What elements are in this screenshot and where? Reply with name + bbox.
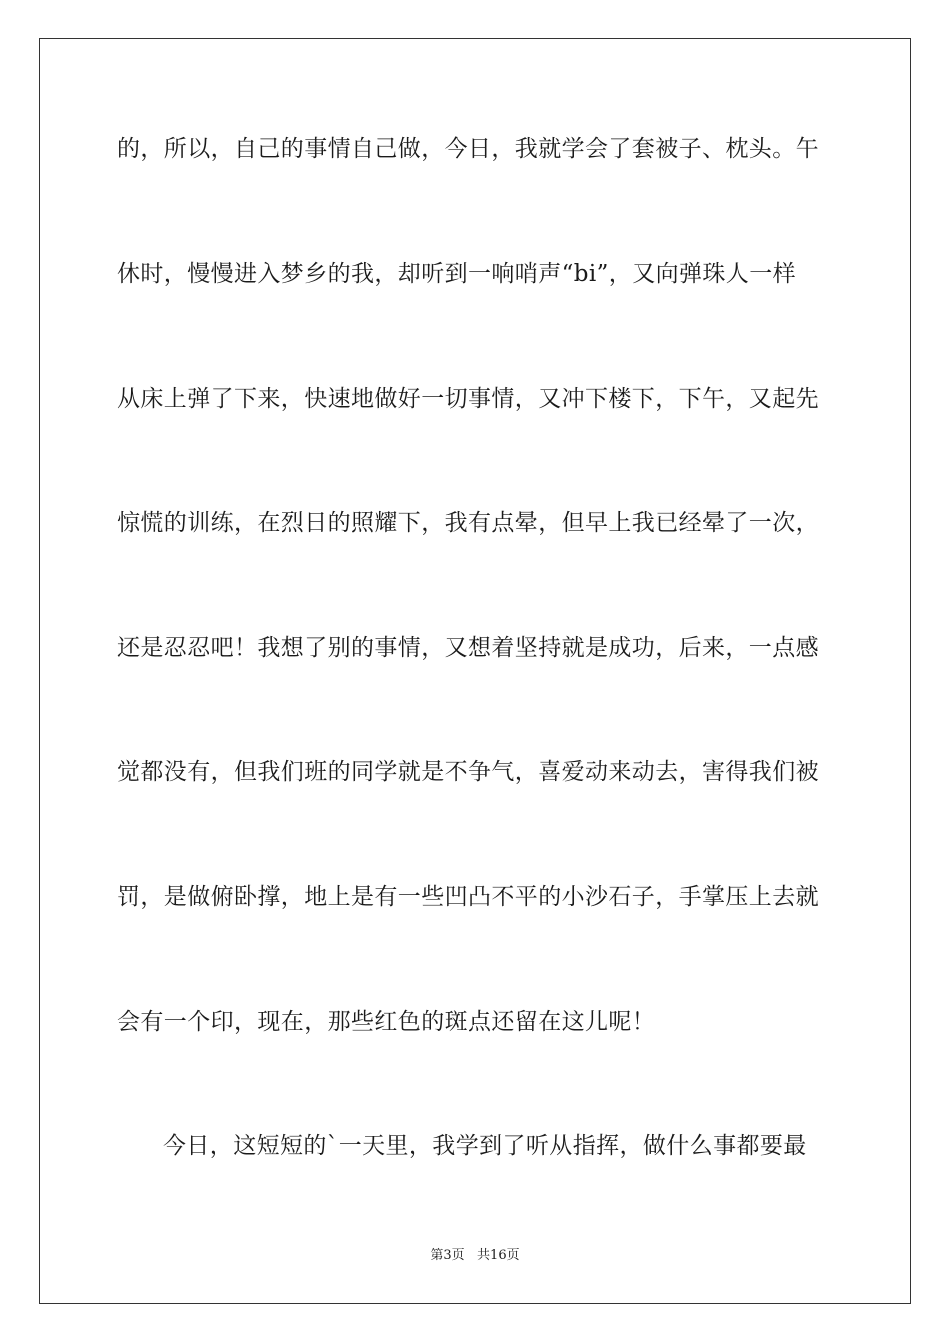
body-text-line: 会有一个印，现在，那些红色的斑点还留在这儿呢！	[117, 1009, 656, 1035]
page-border	[39, 38, 911, 1304]
body-text-line: 的，所以，自己的事情自己做，今日，我就学会了套被子、枕头。午	[117, 136, 819, 162]
body-text-line: 罚，是做俯卧撑，地上是有一些凹凸不平的小沙石子，手掌压上去就	[117, 884, 819, 910]
body-text-line: 还是忍忍吧！我想了别的事情，又想着坚持就是成功，后来，一点感	[117, 635, 819, 661]
page-number: 第3页 共16页	[430, 1248, 520, 1263]
body-text-line: 休时，慢慢进入梦乡的我，却听到一响哨声“bi”，又向弹珠人一样	[117, 261, 796, 287]
paragraph-first-line: 今日，这短短的`一天里，我学到了听从指挥，做什么事都要最	[163, 1133, 807, 1159]
body-text-line: 惊慌的训练，在烈日的照耀下，我有点晕，但早上我已经晕了一次，	[117, 510, 819, 536]
body-text-line: 从床上弹了下来，快速地做好一切事情，又冲下楼下，下午，又起先	[117, 386, 819, 412]
body-text-line: 觉都没有，但我们班的同学就是不争气，喜爱动来动去，害得我们被	[117, 759, 819, 785]
